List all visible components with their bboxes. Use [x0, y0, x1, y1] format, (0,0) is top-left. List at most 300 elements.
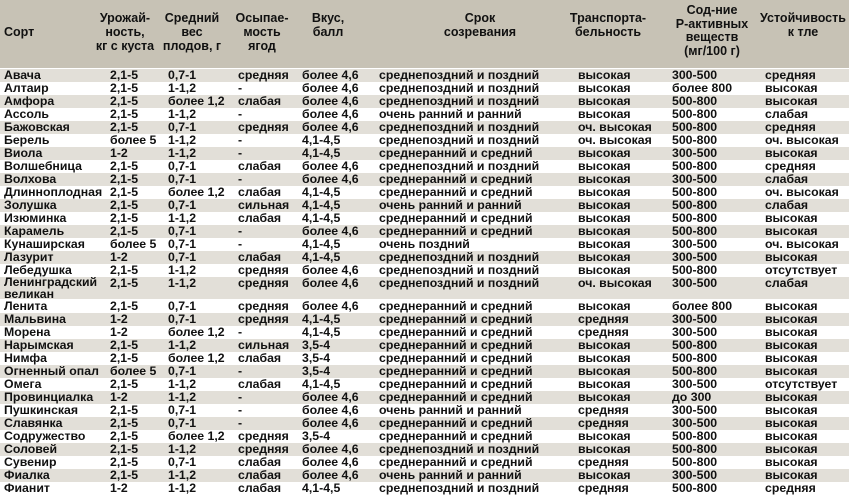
- p-active-content: 300-500: [672, 403, 718, 417]
- berry-weight-value: 1-1,2: [168, 263, 197, 277]
- aphid-resistance-value: высокая: [765, 299, 818, 313]
- yield-value: 2,1-5: [110, 299, 139, 313]
- table-row: [0, 225, 849, 238]
- berry-weight-value: более 1,2: [168, 351, 225, 365]
- p-active-content: более 800: [672, 81, 733, 95]
- berry-weight-value: 0,7-1: [168, 172, 197, 186]
- table-row: [0, 391, 849, 404]
- variety-name: Волхова: [4, 172, 57, 186]
- ripening-period: среднепоздний и поздний: [379, 81, 540, 95]
- p-active-content: 500-800: [672, 107, 718, 121]
- shedding-value: средняя: [238, 299, 289, 313]
- p-active-content: 300-500: [672, 468, 718, 482]
- variety-name: Алтаир: [4, 81, 49, 95]
- shedding-value: -: [238, 364, 243, 378]
- yield-value: более 5: [110, 364, 157, 378]
- berry-weight-value: 0,7-1: [168, 416, 197, 430]
- table-row: [0, 482, 849, 495]
- taste-score: 4,1-4,5: [302, 250, 341, 264]
- ripening-period: среднеранний и средний: [379, 390, 533, 404]
- table-row: [0, 456, 849, 469]
- shedding-value: -: [238, 325, 243, 339]
- yield-value: 2,1-5: [110, 338, 139, 352]
- transportability-value: высокая: [578, 94, 631, 108]
- table-row: [0, 121, 849, 134]
- variety-name: Нарымская: [4, 338, 74, 352]
- table-row: [0, 186, 849, 199]
- variety-name: Огненный опал: [4, 364, 99, 378]
- berry-weight-value: 1-1,2: [168, 107, 197, 121]
- aphid-resistance-value: высокая: [765, 94, 818, 108]
- berry-weight-value: более 1,2: [168, 325, 225, 339]
- shedding-value: слабая: [238, 159, 282, 173]
- transportability-value: средняя: [578, 455, 629, 469]
- variety-name: Амфора: [4, 94, 55, 108]
- p-active-content: 500-800: [672, 159, 718, 173]
- transportability-value: оч. высокая: [578, 276, 652, 290]
- ripening-period: среднеранний и средний: [379, 172, 533, 186]
- taste-score: более 4,6: [302, 468, 359, 482]
- aphid-resistance-value: высокая: [765, 312, 818, 326]
- taste-score: более 4,6: [302, 263, 359, 277]
- table-row: [0, 147, 849, 160]
- header-taste: Вкус, балл: [311, 11, 345, 39]
- berry-weight-value: 0,7-1: [168, 250, 197, 264]
- shedding-value: сильная: [238, 198, 290, 212]
- berry-weight-value: более 1,2: [168, 185, 225, 199]
- table-row: [0, 326, 849, 339]
- ripening-period: среднепоздний и поздний: [379, 481, 540, 495]
- variety-name: Мальвина: [4, 312, 66, 326]
- yield-value: 1-2: [110, 250, 128, 264]
- yield-value: 1-2: [110, 481, 128, 495]
- aphid-resistance-value: слабая: [765, 198, 809, 212]
- taste-score: 3,5-4: [302, 364, 331, 378]
- table-row: [0, 108, 849, 121]
- aphid-resistance-value: высокая: [765, 250, 818, 264]
- header-shedding: Осыпае- мость ягод: [235, 11, 289, 53]
- shedding-value: слабая: [238, 455, 282, 469]
- taste-score: 4,1-4,5: [302, 185, 341, 199]
- berry-weight-value: 1-1,2: [168, 81, 197, 95]
- transportability-value: высокая: [578, 81, 631, 95]
- variety-name: Кунаширская: [4, 237, 85, 251]
- p-active-content: 300-500: [672, 68, 718, 82]
- yield-value: 2,1-5: [110, 120, 139, 134]
- yield-value: 2,1-5: [110, 377, 139, 391]
- variety-name: Нимфа: [4, 351, 47, 365]
- berry-weight-value: 1-1,2: [168, 468, 197, 482]
- ripening-period: очень ранний и ранний: [379, 468, 522, 482]
- aphid-resistance-value: средняя: [765, 120, 816, 134]
- aphid-resistance-value: высокая: [765, 146, 818, 160]
- berry-weight-value: 1-1,2: [168, 390, 197, 404]
- table-row: [0, 95, 849, 108]
- yield-value: 2,1-5: [110, 442, 139, 456]
- berry-weight-value: 1-1,2: [168, 377, 197, 391]
- table-row: [0, 212, 849, 225]
- ripening-period: очень поздний: [379, 237, 470, 251]
- variety-name: Ленинградский великан: [4, 275, 98, 301]
- shedding-value: средняя: [238, 68, 289, 82]
- p-active-content: 500-800: [672, 481, 718, 495]
- ripening-period: среднеранний и средний: [379, 416, 533, 430]
- table-row: [0, 69, 849, 82]
- variety-name: Фиалка: [4, 468, 50, 482]
- aphid-resistance-value: средняя: [765, 159, 816, 173]
- taste-score: более 4,6: [302, 224, 359, 238]
- variety-name: Бажовская: [4, 120, 70, 134]
- transportability-value: высокая: [578, 185, 631, 199]
- table-row: [0, 430, 849, 443]
- taste-score: более 4,6: [302, 416, 359, 430]
- ripening-period: среднеранний и средний: [379, 185, 533, 199]
- shedding-value: -: [238, 237, 243, 251]
- taste-score: 4,1-4,5: [302, 312, 341, 326]
- ripening-period: среднепоздний и поздний: [379, 68, 540, 82]
- berry-weight-value: 0,7-1: [168, 120, 197, 134]
- transportability-value: высокая: [578, 263, 631, 277]
- berry-weight-value: 0,7-1: [168, 159, 197, 173]
- header-berry-weight: Средний вес плодов, г: [162, 11, 222, 53]
- aphid-resistance-value: отсутствует: [765, 377, 838, 391]
- shedding-value: -: [238, 81, 243, 95]
- variety-name: Славянка: [4, 416, 63, 430]
- variety-name: Авача: [4, 68, 41, 82]
- aphid-resistance-value: слабая: [765, 172, 809, 186]
- berry-weight-value: 1-1,2: [168, 442, 197, 456]
- taste-score: 3,5-4: [302, 429, 331, 443]
- transportability-value: высокая: [578, 468, 631, 482]
- p-active-content: 300-500: [672, 312, 718, 326]
- transportability-value: средняя: [578, 416, 629, 430]
- shedding-value: сильная: [238, 338, 290, 352]
- berry-weight-value: более 1,2: [168, 94, 225, 108]
- taste-score: 3,5-4: [302, 338, 331, 352]
- aphid-resistance-value: высокая: [765, 81, 818, 95]
- header-variety: Сорт: [4, 25, 35, 39]
- yield-value: 2,1-5: [110, 224, 139, 238]
- berry-weight-value: 1-1,2: [168, 338, 197, 352]
- transportability-value: высокая: [578, 211, 631, 225]
- transportability-value: высокая: [578, 172, 631, 186]
- ripening-period: среднеранний и средний: [379, 211, 533, 225]
- shedding-value: -: [238, 172, 243, 186]
- p-active-content: 300-500: [672, 172, 718, 186]
- berry-weight-value: 0,7-1: [168, 237, 197, 251]
- transportability-value: высокая: [578, 351, 631, 365]
- aphid-resistance-value: высокая: [765, 338, 818, 352]
- yield-value: более 5: [110, 133, 157, 147]
- p-active-content: 500-800: [672, 133, 718, 147]
- table-row: [0, 238, 849, 251]
- shedding-value: -: [238, 416, 243, 430]
- ripening-period: очень ранний и ранний: [379, 403, 522, 417]
- aphid-resistance-value: высокая: [765, 224, 818, 238]
- table-row: [0, 277, 849, 299]
- variety-name: Ассоль: [4, 107, 49, 121]
- ripening-period: среднепоздний и поздний: [379, 94, 540, 108]
- berry-weight-value: более 1,2: [168, 429, 225, 443]
- shedding-value: средняя: [238, 442, 289, 456]
- aphid-resistance-value: высокая: [765, 455, 818, 469]
- ripening-period: среднеранний и средний: [379, 325, 533, 339]
- taste-score: более 4,6: [302, 455, 359, 469]
- berry-weight-value: 1-1,2: [168, 133, 197, 147]
- transportability-value: высокая: [578, 299, 631, 313]
- transportability-value: высокая: [578, 250, 631, 264]
- p-active-content: до 300: [672, 390, 712, 404]
- table-row: [0, 264, 849, 277]
- p-active-content: 500-800: [672, 224, 718, 238]
- taste-score: более 4,6: [302, 299, 359, 313]
- yield-value: 2,1-5: [110, 211, 139, 225]
- aphid-resistance-value: средняя: [765, 481, 816, 495]
- aphid-resistance-value: средняя: [765, 68, 816, 82]
- transportability-value: высокая: [578, 146, 631, 160]
- table-row: [0, 173, 849, 186]
- berry-weight-value: 0,7-1: [168, 403, 197, 417]
- yield-value: 2,1-5: [110, 276, 139, 290]
- p-active-content: 500-800: [672, 185, 718, 199]
- berry-weight-value: 0,7-1: [168, 364, 197, 378]
- berry-weight-value: 1-1,2: [168, 211, 197, 225]
- yield-value: 2,1-5: [110, 429, 139, 443]
- transportability-value: высокая: [578, 198, 631, 212]
- ripening-period: среднеранний и средний: [379, 351, 533, 365]
- transportability-value: оч. высокая: [578, 133, 652, 147]
- aphid-resistance-value: высокая: [765, 468, 818, 482]
- aphid-resistance-value: оч. высокая: [765, 237, 839, 251]
- yield-value: 1-2: [110, 146, 128, 160]
- ripening-period: среднеранний и средний: [379, 377, 533, 391]
- aphid-resistance-value: оч. высокая: [765, 133, 839, 147]
- p-active-content: 500-800: [672, 442, 718, 456]
- yield-value: 2,1-5: [110, 159, 139, 173]
- berry-weight-value: 0,7-1: [168, 224, 197, 238]
- table-row: [0, 378, 849, 391]
- transportability-value: высокая: [578, 442, 631, 456]
- table-row: [0, 300, 849, 313]
- berry-weight-value: 1-1,2: [168, 481, 197, 495]
- p-active-content: 300-500: [672, 416, 718, 430]
- taste-score: более 4,6: [302, 403, 359, 417]
- table-row: [0, 199, 849, 212]
- ripening-period: среднеранний и средний: [379, 455, 533, 469]
- p-active-content: 500-800: [672, 94, 718, 108]
- transportability-value: высокая: [578, 338, 631, 352]
- yield-value: 2,1-5: [110, 468, 139, 482]
- berry-weight-value: 0,7-1: [168, 198, 197, 212]
- variety-name: Ленита: [4, 299, 48, 313]
- yield-value: 2,1-5: [110, 403, 139, 417]
- p-active-content: 300-500: [672, 146, 718, 160]
- taste-score: более 4,6: [302, 276, 359, 290]
- ripening-period: среднеранний и средний: [379, 364, 533, 378]
- transportability-value: высокая: [578, 429, 631, 443]
- p-active-content: 300-500: [672, 250, 718, 264]
- variety-name: Виола: [4, 146, 43, 160]
- ripening-period: среднепоздний и поздний: [379, 442, 540, 456]
- variety-name: Лебедушка: [4, 263, 72, 277]
- berry-weight-value: 0,7-1: [168, 312, 197, 326]
- p-active-content: 500-800: [672, 455, 718, 469]
- taste-score: более 4,6: [302, 390, 359, 404]
- taste-score: 3,5-4: [302, 351, 331, 365]
- variety-name: Морена: [4, 325, 51, 339]
- ripening-period: среднеранний и средний: [379, 429, 533, 443]
- p-active-content: 500-800: [672, 351, 718, 365]
- variety-name: Омега: [4, 377, 42, 391]
- p-active-content: 500-800: [672, 364, 718, 378]
- transportability-value: высокая: [578, 364, 631, 378]
- ripening-period: среднепоздний и поздний: [379, 159, 540, 173]
- table-row: [0, 339, 849, 352]
- variety-name: Лазурит: [4, 250, 54, 264]
- variety-name: Волшебница: [4, 159, 82, 173]
- transportability-value: высокая: [578, 107, 631, 121]
- taste-score: более 4,6: [302, 120, 359, 134]
- shedding-value: слабая: [238, 468, 282, 482]
- ripening-period: среднеранний и средний: [379, 146, 533, 160]
- transportability-value: высокая: [578, 237, 631, 251]
- ripening-period: очень ранний и ранний: [379, 107, 522, 121]
- yield-value: 1-2: [110, 325, 128, 339]
- yield-value: 2,1-5: [110, 185, 139, 199]
- p-active-content: 300-500: [672, 377, 718, 391]
- variety-name: Берель: [4, 133, 50, 147]
- table-row: [0, 160, 849, 173]
- shedding-value: слабая: [238, 377, 282, 391]
- shedding-value: -: [238, 133, 243, 147]
- aphid-resistance-value: оч. высокая: [765, 185, 839, 199]
- taste-score: 4,1-4,5: [302, 237, 341, 251]
- header-ripening: Срок созревания: [443, 11, 517, 39]
- shedding-value: средняя: [238, 276, 289, 290]
- ripening-period: очень ранний и ранний: [379, 198, 522, 212]
- taste-score: 4,1-4,5: [302, 377, 341, 391]
- taste-score: более 4,6: [302, 172, 359, 186]
- ripening-period: среднепоздний и поздний: [379, 263, 540, 277]
- ripening-period: среднепоздний и поздний: [379, 133, 540, 147]
- table-row: [0, 313, 849, 326]
- transportability-value: высокая: [578, 159, 631, 173]
- yield-value: 2,1-5: [110, 416, 139, 430]
- table-row: [0, 365, 849, 378]
- yield-value: 2,1-5: [110, 68, 139, 82]
- shedding-value: слабая: [238, 211, 282, 225]
- taste-score: 4,1-4,5: [302, 198, 341, 212]
- aphid-resistance-value: высокая: [765, 364, 818, 378]
- variety-name: Золушка: [4, 198, 57, 212]
- table-row: [0, 251, 849, 264]
- p-active-content: 500-800: [672, 198, 718, 212]
- taste-score: более 4,6: [302, 68, 359, 82]
- variety-name: Изюминка: [4, 211, 67, 225]
- variety-name: Сувенир: [4, 455, 57, 469]
- taste-score: 4,1-4,5: [302, 146, 341, 160]
- taste-score: 4,1-4,5: [302, 133, 341, 147]
- yield-value: 2,1-5: [110, 81, 139, 95]
- variety-name: Пушкинская: [4, 403, 79, 417]
- ripening-period: среднепоздний и поздний: [379, 250, 540, 264]
- variety-name: Соловей: [4, 442, 58, 456]
- ripening-period: среднеранний и средний: [379, 299, 533, 313]
- berry-weight-value: 1-1,2: [168, 276, 197, 290]
- yield-value: 1-2: [110, 390, 128, 404]
- yield-value: 2,1-5: [110, 94, 139, 108]
- header-transportability: Транспорта- бельность: [569, 11, 647, 39]
- variety-name: Фианит: [4, 481, 50, 495]
- yield-value: 2,1-5: [110, 198, 139, 212]
- shedding-value: средняя: [238, 429, 289, 443]
- shedding-value: средняя: [238, 263, 289, 277]
- shedding-value: -: [238, 403, 243, 417]
- aphid-resistance-value: высокая: [765, 211, 818, 225]
- taste-score: более 4,6: [302, 94, 359, 108]
- variety-name: Карамель: [4, 224, 65, 238]
- yield-value: 2,1-5: [110, 107, 139, 121]
- yield-value: 2,1-5: [110, 263, 139, 277]
- transportability-value: средняя: [578, 403, 629, 417]
- p-active-content: 300-500: [672, 325, 718, 339]
- aphid-resistance-value: высокая: [765, 442, 818, 456]
- variety-name: Длиннoплодная: [4, 185, 103, 199]
- aphid-resistance-value: высокая: [765, 351, 818, 365]
- shedding-value: средняя: [238, 312, 289, 326]
- transportability-value: средняя: [578, 312, 629, 326]
- yield-value: 2,1-5: [110, 172, 139, 186]
- table-row: [0, 469, 849, 482]
- shedding-value: слабая: [238, 94, 282, 108]
- aphid-resistance-value: высокая: [765, 403, 818, 417]
- berry-weight-value: 0,7-1: [168, 455, 197, 469]
- shedding-value: -: [238, 224, 243, 238]
- table-row: [0, 404, 849, 417]
- p-active-content: 500-800: [672, 338, 718, 352]
- shedding-value: -: [238, 146, 243, 160]
- p-active-content: 300-500: [672, 237, 718, 251]
- table-header: [0, 0, 849, 68]
- header-p-active: Сод-ние Р-активных веществ (мг/100 г): [675, 3, 749, 58]
- taste-score: 4,1-4,5: [302, 211, 341, 225]
- aphid-resistance-value: высокая: [765, 429, 818, 443]
- yield-value: более 5: [110, 237, 157, 251]
- berry-weight-value: 1-1,2: [168, 146, 197, 160]
- ripening-period: среднеранний и средний: [379, 312, 533, 326]
- transportability-value: средняя: [578, 325, 629, 339]
- shedding-value: слабая: [238, 185, 282, 199]
- taste-score: более 4,6: [302, 159, 359, 173]
- shedding-value: средняя: [238, 120, 289, 134]
- yield-value: 2,1-5: [110, 455, 139, 469]
- aphid-resistance-value: слабая: [765, 276, 809, 290]
- berry-weight-value: 0,7-1: [168, 68, 197, 82]
- transportability-value: оч. высокая: [578, 120, 652, 134]
- yield-value: 1-2: [110, 312, 128, 326]
- transportability-value: высокая: [578, 377, 631, 391]
- header-aphid-resistance: Устойчивость к тле: [760, 11, 846, 39]
- transportability-value: высокая: [578, 68, 631, 82]
- transportability-value: высокая: [578, 224, 631, 238]
- table-row: [0, 82, 849, 95]
- shedding-value: слабая: [238, 351, 282, 365]
- taste-score: более 4,6: [302, 81, 359, 95]
- aphid-resistance-value: высокая: [765, 325, 818, 339]
- shedding-value: слабая: [238, 250, 282, 264]
- variety-name: Провинциалка: [4, 390, 94, 404]
- aphid-resistance-value: слабая: [765, 107, 809, 121]
